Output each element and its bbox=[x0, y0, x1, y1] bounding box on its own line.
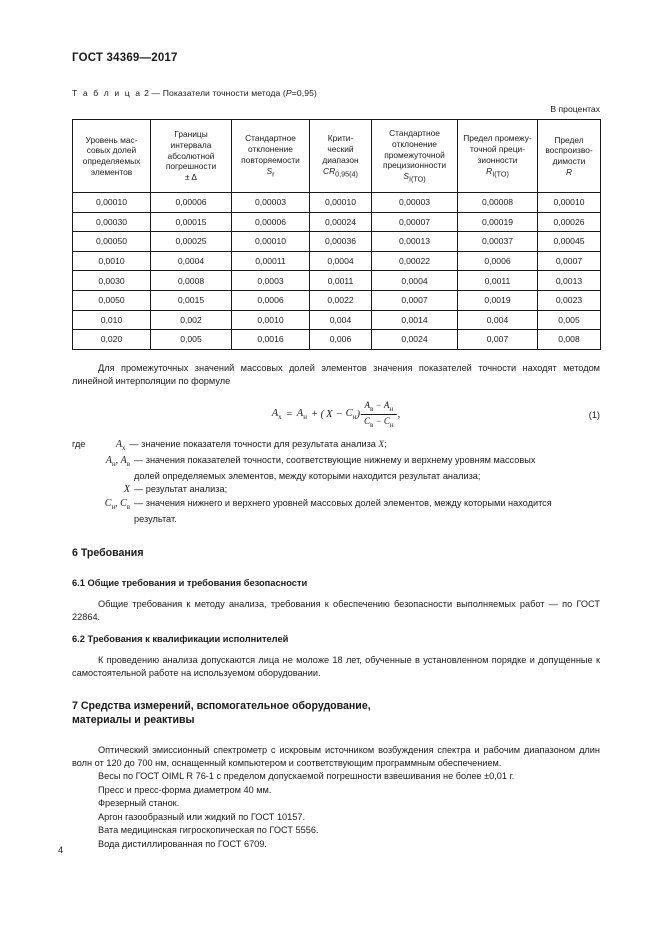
definition-text: — результат анализа; bbox=[134, 483, 228, 494]
hdr-line: отклонение bbox=[248, 144, 293, 155]
definition-symbol-base: A bbox=[115, 438, 123, 450]
interpolation-paragraph: Для промежуточных значений массовых долей элементов значения показателей точности находят методом линейной интерполяции по формуле bbox=[72, 362, 600, 386]
hdr-symbol-base: R bbox=[486, 165, 493, 176]
table-cell: 0,00006 bbox=[151, 193, 232, 213]
table-cell: 0,00010 bbox=[232, 232, 310, 252]
formula-x: X bbox=[326, 408, 333, 420]
table-cell: 0,00045 bbox=[538, 232, 601, 252]
table-cell: 0,010 bbox=[73, 310, 151, 330]
table-cell: 0,0010 bbox=[73, 251, 151, 271]
definition-item-x bbox=[72, 483, 600, 498]
formula-row bbox=[72, 398, 600, 432]
definition-symbol-sub: x bbox=[122, 444, 126, 452]
hdr-symbol bbox=[234, 166, 307, 179]
den-b-sub: н bbox=[389, 420, 394, 429]
definition-symbol-sub2: в bbox=[126, 460, 130, 468]
hdr-line: Крити- bbox=[327, 133, 354, 144]
equipment-item: Аргон газообразный или жидкий по ГОСТ 10157. bbox=[98, 811, 306, 822]
table-header-cell-5 bbox=[458, 120, 538, 193]
hdr-line: диапазон bbox=[322, 154, 359, 165]
table-cell: 0,0007 bbox=[538, 251, 601, 271]
formula-term1-base: A bbox=[296, 407, 304, 419]
table-cell: 0,00050 bbox=[73, 232, 151, 252]
table-cell: 0,0019 bbox=[458, 290, 538, 310]
formula-trailing-comma: , bbox=[397, 408, 401, 420]
num-b-sub: н bbox=[389, 404, 394, 413]
num-minus: − bbox=[375, 399, 382, 410]
table-header-row bbox=[73, 120, 601, 193]
section-6-1-text: Общие требования к методу анализа, требования к обеспечению безопасности выполняемых работ — по ГОСТ 22864. bbox=[72, 598, 600, 622]
den-minus: − bbox=[375, 415, 382, 426]
hdr-line: Стандартное bbox=[389, 128, 440, 139]
num-b: A bbox=[383, 399, 390, 410]
equipment-item: Пресс и пресс-форма диаметром 40 мм. bbox=[98, 784, 272, 795]
table-cell: 0,0050 bbox=[73, 290, 151, 310]
table-cell: 0,00007 bbox=[372, 212, 458, 232]
hdr-symbol-base: CR bbox=[323, 165, 336, 176]
section-6-2-text: К проведению анализа допускаются лица не моложе 18 лет, обученные в установленном порядке и допущенные к самостоятельной работе на используемом оборудовании. bbox=[72, 654, 600, 678]
equipment-item: Весы по ГОСТ OIML R 76-1 с пределом допускаемой погрешности взвешивания не более ±0,01 г. bbox=[98, 771, 515, 782]
table-cell: 0,00030 bbox=[73, 212, 151, 232]
table-caption-label: Т а б л и ц а bbox=[72, 88, 142, 98]
definition-symbol-sub: н bbox=[112, 460, 116, 468]
document-standard-title: ГОСТ 34369—2017 bbox=[72, 52, 178, 64]
definition-symbol-base: C bbox=[104, 498, 112, 510]
formula-close-paren: ) bbox=[356, 408, 360, 420]
table-cell: 0,008 bbox=[538, 330, 601, 350]
formula-equals: = bbox=[285, 408, 293, 420]
section-7-heading-line2: материалы и реактивы bbox=[72, 713, 195, 726]
table-row bbox=[73, 271, 601, 291]
hdr-line: погрешности bbox=[165, 161, 217, 172]
interpolation-formula bbox=[272, 400, 400, 429]
hdr-line: Предел bbox=[554, 134, 584, 145]
table-cell: 0,00010 bbox=[538, 193, 601, 213]
hdr-line: воспроизво- bbox=[545, 145, 593, 156]
num-a: A bbox=[364, 399, 370, 410]
table-row bbox=[73, 290, 601, 310]
definition-text-tail: ; bbox=[384, 438, 387, 449]
hdr-line: абсолютной bbox=[167, 150, 215, 161]
hdr-symbol-sub: r bbox=[272, 169, 275, 179]
table-cell: 0,0015 bbox=[151, 290, 232, 310]
hdr-line: Границы bbox=[174, 129, 208, 140]
table-caption-dash: — bbox=[151, 88, 161, 98]
table-header-cell-2 bbox=[232, 120, 310, 193]
hdr-symbol: R bbox=[565, 166, 573, 177]
hdr-line: Стандартное bbox=[245, 133, 296, 144]
hdr-line: определяемых bbox=[82, 156, 141, 166]
table-caption bbox=[72, 88, 600, 98]
formula-definitions bbox=[72, 438, 600, 527]
section-7-intro-text: Оптический эмиссионный спектрометр с искровым источником возбуждения спектра и рабочим диапазоном длин волн от 120 до 700 нм, оснащенный компьютером и соответствующим программным обеспечением. bbox=[72, 744, 600, 768]
hdr-symbol-base: S bbox=[266, 165, 273, 176]
definition-text: — значения нижнего и верхнего уровней массовых долей элементов, между которыми находится bbox=[134, 498, 552, 509]
table-cell: 0,0013 bbox=[538, 271, 601, 291]
formula-lhs bbox=[272, 408, 282, 421]
table-units-note: В процентах bbox=[550, 104, 600, 114]
hdr-symbol-base: S bbox=[403, 171, 409, 182]
hdr-symbol-sub: I(TO) bbox=[408, 174, 426, 184]
formula-number: (1) bbox=[588, 409, 600, 420]
table-cell: 0,00006 bbox=[232, 212, 310, 232]
definition-item-cn-cv bbox=[72, 497, 600, 513]
table-cell: 0,00022 bbox=[372, 251, 458, 271]
definition-continuation: долей определяемых элементов, между которыми находится результат анализа; bbox=[134, 470, 481, 481]
definition-text: — значения показателей точности, соответствующие нижнему и верхнему уровням массовых bbox=[134, 454, 536, 465]
table-header-cell-4 bbox=[372, 120, 458, 193]
table-cell: 0,0003 bbox=[232, 271, 310, 291]
table-cell: 0,00013 bbox=[372, 232, 458, 252]
definition-symbol bbox=[91, 438, 125, 454]
table-cell: 0,0030 bbox=[73, 271, 151, 291]
hdr-line: элементов bbox=[90, 166, 133, 177]
table-cell: 0,0006 bbox=[232, 290, 310, 310]
table-cell: 0,0022 bbox=[310, 290, 372, 310]
formula-plus-open: + ( bbox=[310, 408, 325, 420]
formula-minus: − bbox=[335, 408, 343, 420]
hdr-symbol: ± Δ bbox=[184, 172, 198, 183]
num-a-sub: в bbox=[369, 404, 374, 413]
section-6-1-heading: 6.1 Общие требования и требования безопасности bbox=[72, 577, 308, 588]
where-label: где bbox=[72, 438, 86, 449]
definition-symbol-base2: C bbox=[120, 498, 127, 510]
table-caption-tail: =0,95) bbox=[291, 88, 317, 98]
definition-symbol: X bbox=[123, 483, 130, 495]
formula-term1-sub: н bbox=[303, 412, 307, 421]
hdr-line: димости bbox=[552, 156, 586, 166]
hdr-line: отклонение bbox=[392, 138, 437, 149]
hdr-symbol-sub: I(TO) bbox=[492, 169, 509, 179]
table-cell: 0,0023 bbox=[538, 290, 601, 310]
definition-symbol: $C_н$, $C_в$ bbox=[104, 498, 130, 512]
equipment-item: Фрезерный станок. bbox=[98, 798, 180, 809]
den-a-sub: в bbox=[369, 420, 374, 429]
equipment-list bbox=[72, 770, 600, 851]
table-cell: 0,00011 bbox=[232, 251, 310, 271]
table-row bbox=[73, 251, 601, 271]
table-cell: 0,00037 bbox=[458, 232, 538, 252]
table-row bbox=[73, 232, 601, 252]
table-cell: 0,00019 bbox=[458, 212, 538, 232]
definition-item-an-av bbox=[72, 454, 600, 470]
table-caption-text: Показатели точности метода ( bbox=[162, 88, 286, 98]
table-cell: 0,0004 bbox=[151, 251, 232, 271]
hdr-line: ческий bbox=[327, 144, 354, 155]
table-header-cell-1 bbox=[151, 120, 232, 193]
definition-symbol-sub2: в bbox=[126, 504, 130, 512]
table-row bbox=[73, 212, 601, 232]
formula-fraction-numerator bbox=[361, 400, 397, 414]
table-row bbox=[73, 193, 601, 213]
hdr-line: Предел промежу- bbox=[463, 133, 532, 144]
table-cell: 0,004 bbox=[458, 310, 538, 330]
table-row bbox=[73, 330, 601, 350]
hdr-symbol bbox=[312, 166, 369, 179]
table-cell: 0,0004 bbox=[310, 251, 372, 271]
formula-term1 bbox=[297, 408, 307, 421]
hdr-line: точной преци- bbox=[470, 144, 525, 155]
hdr-symbol bbox=[374, 171, 455, 184]
hdr-line: промежуточной bbox=[384, 149, 445, 160]
table-cell: 0,0004 bbox=[372, 271, 458, 291]
table-body bbox=[73, 193, 601, 350]
section-6-2-heading: 6.2 Требования к квалификации исполнителей bbox=[72, 633, 289, 644]
table-header-cell-6 bbox=[538, 120, 601, 193]
equipment-item: Вода дистиллированная по ГОСТ 6709. bbox=[98, 838, 267, 849]
table-cell: 0,005 bbox=[538, 310, 601, 330]
table-caption-italic-symbol: P bbox=[285, 88, 292, 98]
page-number: 4 bbox=[58, 845, 64, 855]
precision-indicators-table bbox=[72, 119, 601, 350]
table-cell: 0,00015 bbox=[151, 212, 232, 232]
table-cell: 0,007 bbox=[458, 330, 538, 350]
hdr-line: повторяемости bbox=[241, 154, 300, 165]
formula-fraction-denominator bbox=[361, 414, 397, 429]
table-cell: 0,0006 bbox=[458, 251, 538, 271]
table-cell: 0,0007 bbox=[372, 290, 458, 310]
table-cell: 0,0011 bbox=[458, 271, 538, 291]
table-cell: 0,0008 bbox=[151, 271, 232, 291]
hdr-line: зионности bbox=[477, 154, 518, 165]
formula-cn-sub: н bbox=[352, 412, 357, 421]
table-cell: 0,0010 bbox=[232, 310, 310, 330]
formula-lhs-base: A bbox=[271, 407, 279, 419]
table-cell: 0,006 bbox=[310, 330, 372, 350]
table-cell: 0,00025 bbox=[151, 232, 232, 252]
definition-continuation: результат. bbox=[134, 514, 177, 525]
table-cell: 0,004 bbox=[310, 310, 372, 330]
definition-symbol-sub: н bbox=[111, 504, 116, 512]
hdr-line: совых долей bbox=[86, 145, 137, 156]
table-header-cell-3 bbox=[310, 120, 372, 193]
table-cell: 0,020 bbox=[73, 330, 151, 350]
definition-item-ax bbox=[72, 438, 600, 454]
table-caption-number: 2 bbox=[144, 88, 149, 98]
formula-cn-base: C bbox=[345, 407, 353, 419]
section-6-heading: 6 Требования bbox=[72, 546, 144, 559]
table-cell: 0,0014 bbox=[372, 310, 458, 330]
hdr-line: прецизионности bbox=[382, 160, 447, 171]
table-cell: 0,00008 bbox=[458, 193, 538, 213]
table-cell: 0,00003 bbox=[232, 193, 310, 213]
formula-cn bbox=[346, 408, 357, 421]
definition-text-italic: X bbox=[378, 438, 385, 449]
hdr-symbol bbox=[460, 166, 535, 179]
table-cell: 0,002 bbox=[151, 310, 232, 330]
table-cell: 0,00026 bbox=[538, 212, 601, 232]
table-cell: 0,00024 bbox=[310, 212, 372, 232]
den-a: C bbox=[363, 415, 370, 426]
hdr-line: Уровень мас- bbox=[85, 134, 138, 145]
section-7-heading-line1: 7 Средства измерений, вспомогательное оборудование, bbox=[72, 699, 371, 712]
equipment-item: Вата медицинская гигроскопическая по ГОСТ 5556. bbox=[98, 825, 319, 836]
table-cell: 0,00003 bbox=[372, 193, 458, 213]
formula-fraction bbox=[361, 400, 397, 429]
table-row bbox=[73, 310, 601, 330]
definition-symbol-base2: A bbox=[120, 454, 127, 466]
table-cell: 0,0016 bbox=[232, 330, 310, 350]
table-cell: 0,0011 bbox=[310, 271, 372, 291]
definition-symbol-base: A bbox=[105, 454, 113, 466]
definition-text-main: — значение показателя точности для результата анализа bbox=[129, 438, 379, 449]
page-content bbox=[72, 52, 600, 851]
den-b: C bbox=[383, 415, 390, 426]
table-cell: 0,00010 bbox=[73, 193, 151, 213]
definition-text bbox=[125, 438, 600, 451]
definition-symbol: $A_н$, $A_в$ bbox=[105, 454, 130, 468]
table-cell: 0,0024 bbox=[372, 330, 458, 350]
hdr-symbol-sub: 0,95(4) bbox=[335, 169, 358, 179]
formula-lhs-sub: x bbox=[278, 412, 282, 421]
table-cell: 0,00036 bbox=[310, 232, 372, 252]
table-cell: 0,005 bbox=[151, 330, 232, 350]
hdr-line: интервала bbox=[170, 139, 212, 150]
table-header-cell-0 bbox=[73, 120, 151, 193]
table-cell: 0,00010 bbox=[310, 193, 372, 213]
